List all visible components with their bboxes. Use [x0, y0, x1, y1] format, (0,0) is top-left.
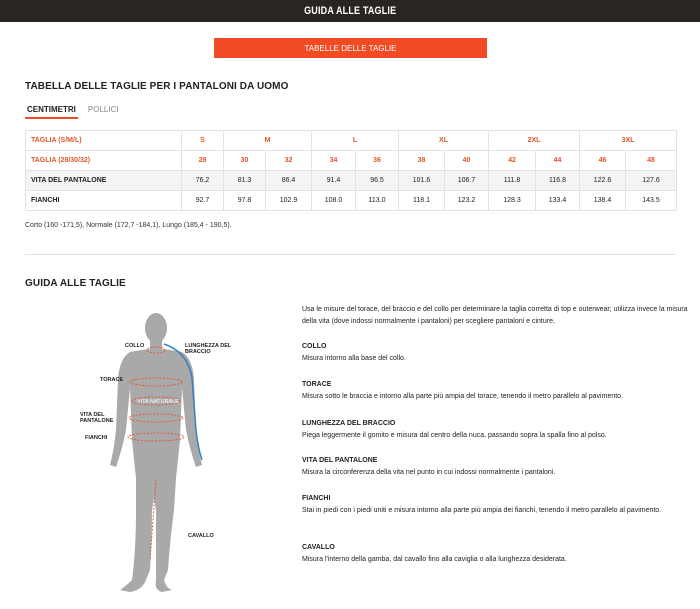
- number-cell: 44: [536, 151, 580, 171]
- value-cell: 108.0: [312, 191, 356, 211]
- size-cell: 2XL: [489, 131, 580, 151]
- guide-item: [302, 493, 692, 517]
- value-cell: 128.3: [489, 191, 536, 211]
- guide-item-text: Misura la circonferenza della vita nel punto in cui indossi normalmente i pantaloni.: [302, 469, 556, 476]
- size-cell: 3XL: [580, 131, 677, 151]
- guide-item-text: Piega leggermente il gomito e misura dal centro della nuca, passando sopra la spalla fino al polso.: [302, 432, 607, 439]
- value-cell: 81.3: [224, 171, 266, 191]
- guide-item: [302, 341, 692, 365]
- value-cell: 138.4: [580, 191, 626, 211]
- label-torace: TORACE: [100, 377, 124, 383]
- size-cell: XL: [399, 131, 489, 151]
- guide-intro: Usa le misure del torace, del braccio e del collo per determinare la taglia corretta di top e outerwear; utilizza invece la misura della vita (dove indossi normalmente i pantaloni) per scegliere pantaloni e cinture.: [302, 306, 688, 325]
- label-vita-naturale: VITA NATURALE: [137, 399, 179, 405]
- value-cell: 91.4: [312, 171, 356, 191]
- size-cell: S: [182, 131, 224, 151]
- section-divider: [25, 254, 676, 255]
- value-cell: 123.2: [445, 191, 489, 211]
- value-cell: 86.4: [266, 171, 312, 191]
- guide-item-title: VITA DEL PANTALONE: [302, 457, 378, 464]
- value-cell: 101.6: [399, 171, 445, 191]
- table-row: [26, 131, 677, 151]
- value-cell: 97.8: [224, 191, 266, 211]
- row-label: FIANCHI: [26, 191, 182, 211]
- number-cell: 30: [224, 151, 266, 171]
- value-cell: 96.5: [356, 171, 399, 191]
- tab-pollici[interactable]: POLLICI: [87, 105, 119, 114]
- value-cell: 92.7: [182, 191, 224, 211]
- row-label: TAGLIA (S/M/L): [26, 131, 182, 151]
- page-header: [0, 0, 700, 22]
- value-cell: 111.8: [489, 171, 536, 191]
- number-cell: 40: [445, 151, 489, 171]
- guide-item: [302, 542, 692, 566]
- guide-item-text: Misura l'interno della gamba, dal cavallo fino alla caviglia o alla lunghezza desiderata.: [302, 556, 567, 563]
- label-lunghezza-braccio: LUNGHEZZA DEL BRACCIO: [185, 343, 232, 355]
- guide-item-text: Stai in piedi con i piedi uniti e misura intorno alla parte più ampia dei fianchi, tenendo il metro parallelo al pavimento.: [302, 507, 662, 514]
- guide-item: [302, 379, 692, 403]
- size-cell: L: [312, 131, 399, 151]
- unit-tabs: [25, 105, 121, 119]
- guide-item: [302, 418, 692, 442]
- value-cell: 113.0: [356, 191, 399, 211]
- guide-item-text: Misura intorno alla base del collo.: [302, 355, 406, 362]
- guide-item-title: COLLO: [302, 343, 327, 350]
- guide-item-title: FIANCHI: [302, 495, 331, 502]
- number-cell: 34: [312, 151, 356, 171]
- size-table: [25, 130, 677, 211]
- number-cell: 36: [356, 151, 399, 171]
- row-label: VITA DEL PANTALONE: [26, 171, 182, 191]
- row-label: TAGLIA (28/30/32): [26, 151, 182, 171]
- guide-item: [302, 455, 692, 479]
- table-row: [26, 171, 677, 191]
- value-cell: 102.9: [266, 191, 312, 211]
- number-cell: 46: [580, 151, 626, 171]
- table-section-title: TABELLA DELLE TAGLIE PER I PANTALONI DA UOMO: [25, 81, 289, 92]
- number-cell: 42: [489, 151, 536, 171]
- value-cell: 76.2: [182, 171, 224, 191]
- number-cell: 38: [399, 151, 445, 171]
- length-note: Corto (160 -171,5), Normale (172,7 -184,1), Lungo (185,4 - 190,5).: [25, 222, 232, 229]
- label-collo: COLLO: [125, 343, 145, 349]
- value-cell: 116.8: [536, 171, 580, 191]
- number-cell: 32: [266, 151, 312, 171]
- page-header-title: GUIDA ALLE TAGLIE: [303, 5, 397, 17]
- size-cell: M: [224, 131, 312, 151]
- guide-item-text: Misura sotto le braccia e intorno alla parte più ampia del torace, tenendo il metro parallelo al pavimento.: [302, 393, 624, 400]
- table-row: [26, 191, 677, 211]
- value-cell: 133.4: [536, 191, 580, 211]
- table-row: [26, 151, 677, 171]
- value-cell: 127.6: [626, 171, 677, 191]
- value-cell: 143.5: [626, 191, 677, 211]
- guide-item-title: LUNGHEZZA DEL BRACCIO: [302, 420, 396, 427]
- tab-centimetri[interactable]: CENTIMETRI: [25, 105, 78, 119]
- number-cell: 28: [182, 151, 224, 171]
- guide-item-title: TORACE: [302, 381, 332, 388]
- value-cell: 106.7: [445, 171, 489, 191]
- guide-section-title: GUIDA ALLE TAGLIE: [25, 278, 126, 289]
- label-cavallo: CAVALLO: [188, 533, 214, 539]
- value-cell: 118.1: [399, 191, 445, 211]
- body-figure: [80, 300, 260, 600]
- value-cell: 122.6: [580, 171, 626, 191]
- guide-item-title: CAVALLO: [302, 544, 335, 551]
- size-tables-button[interactable]: TABELLE DELLE TAGLIE: [214, 38, 487, 58]
- label-vita-pantalone: VITA DEL PANTALONE: [80, 412, 114, 424]
- number-cell: 48: [626, 151, 677, 171]
- label-fianchi: FIANCHI: [85, 435, 108, 441]
